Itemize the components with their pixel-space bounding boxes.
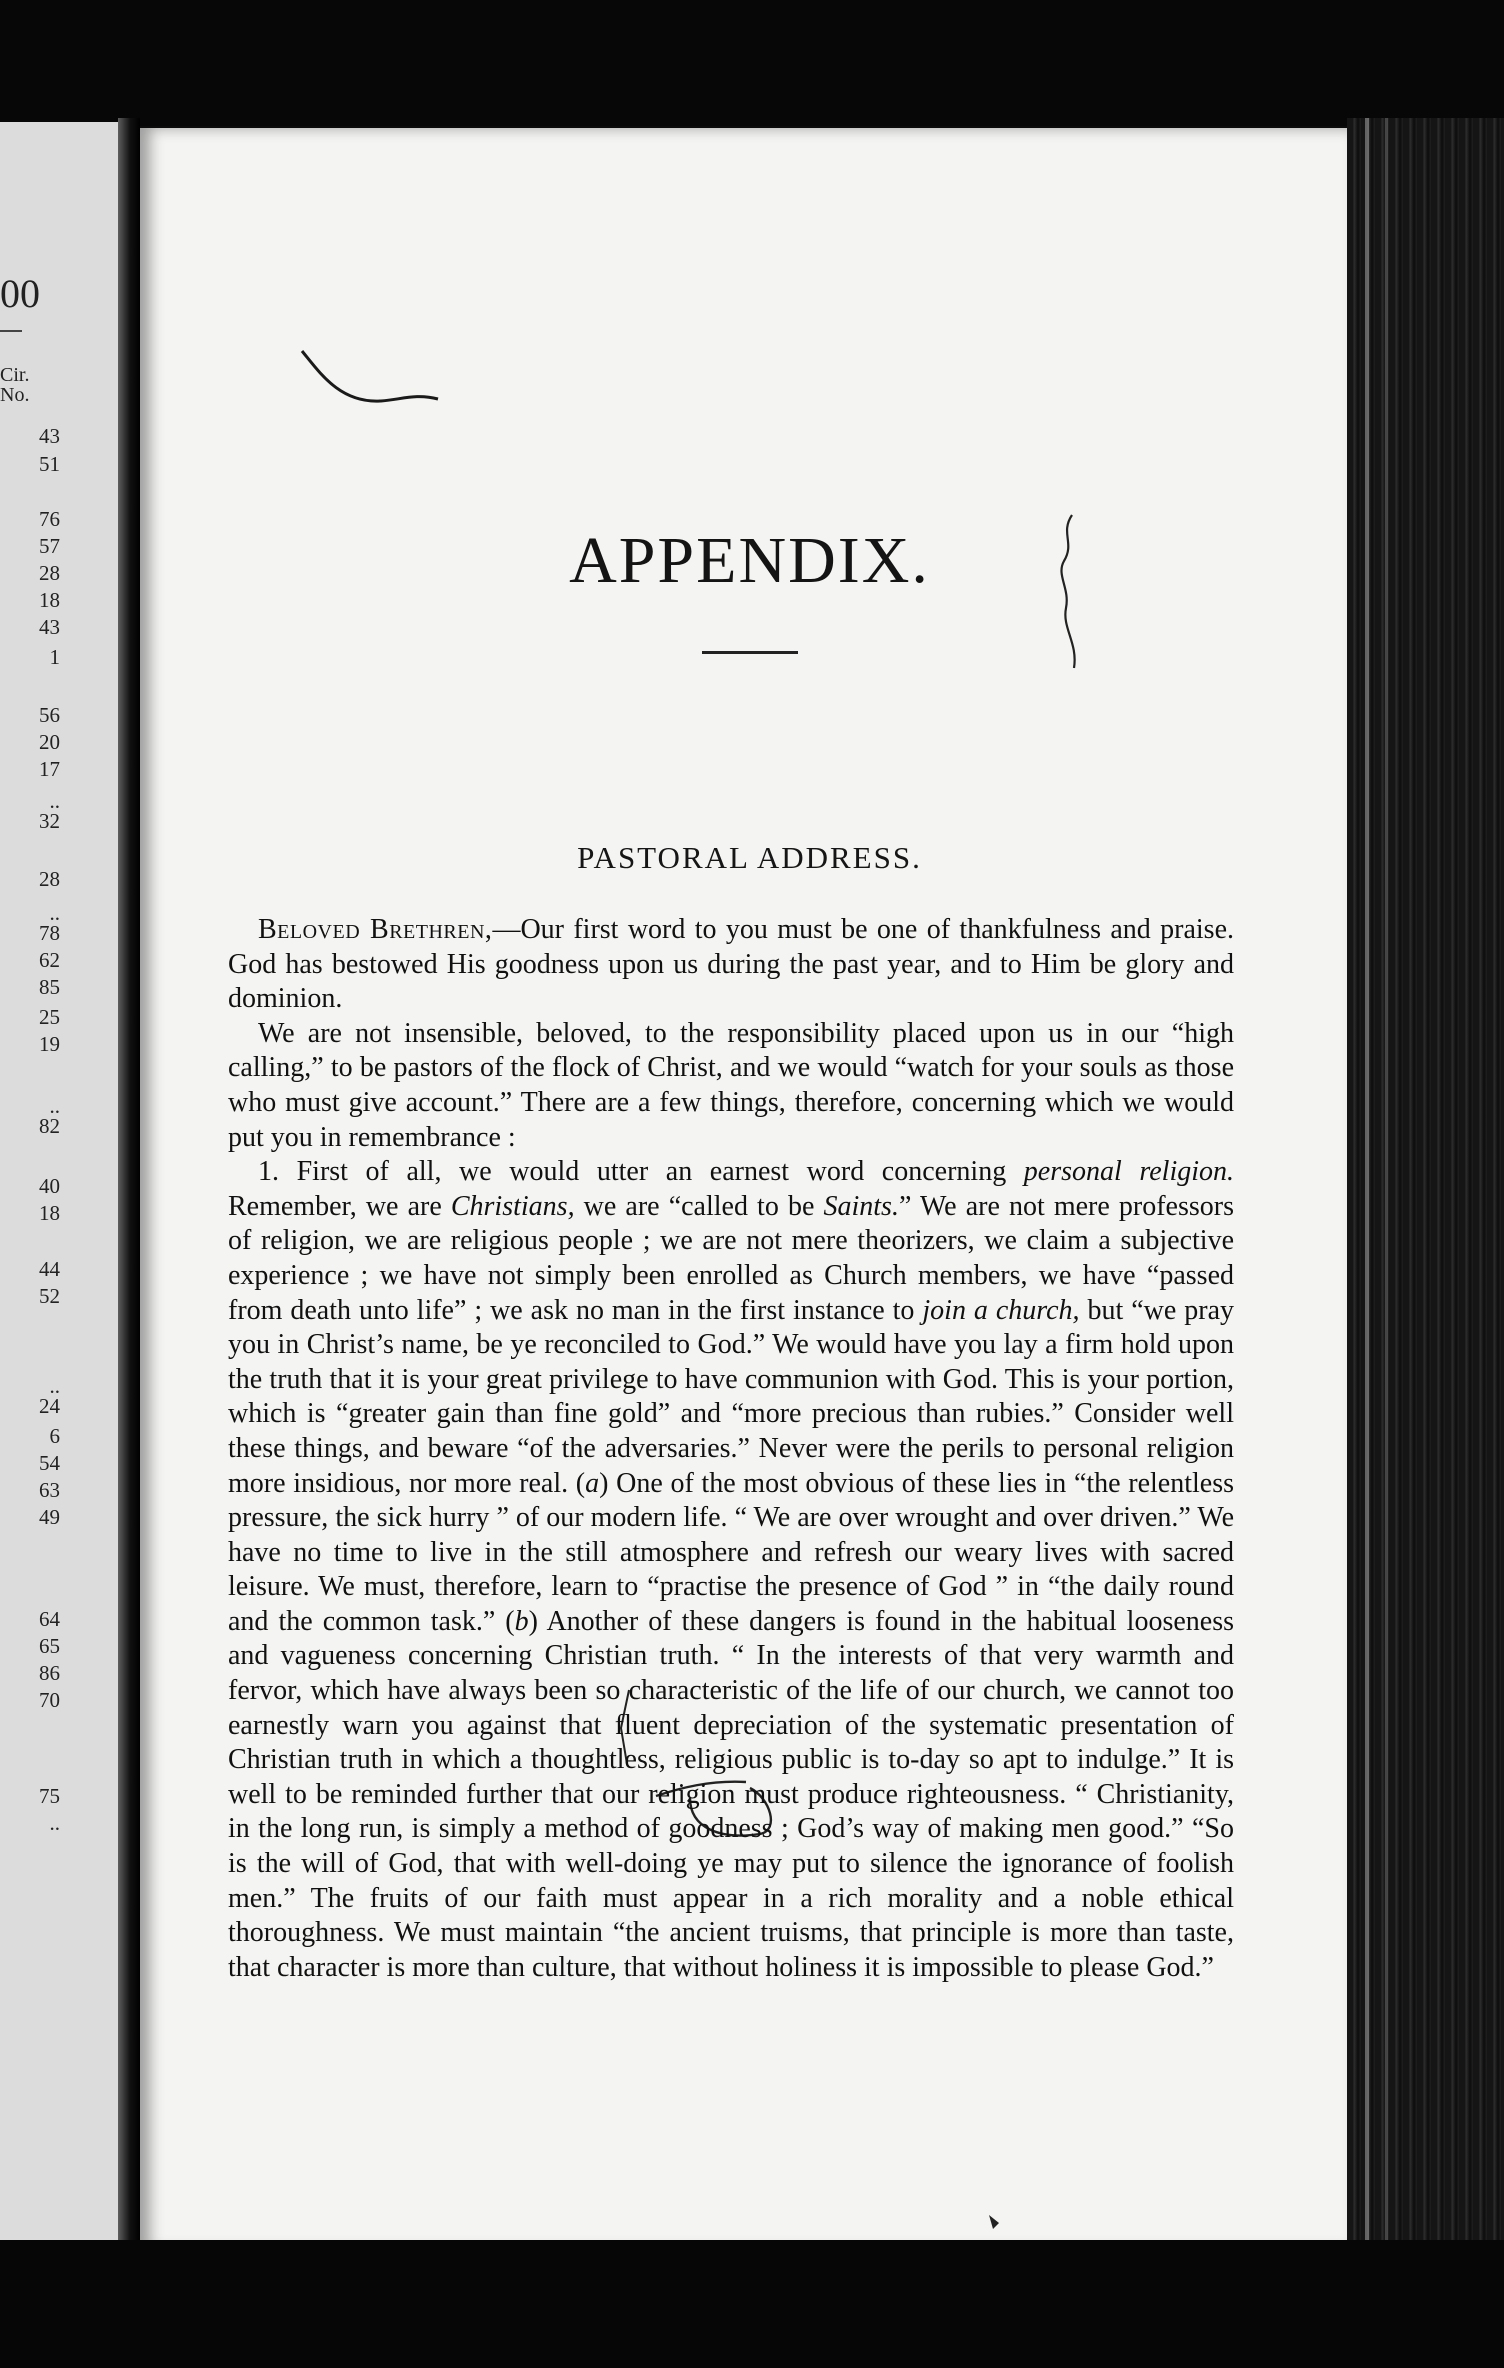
page-edge-highlight-2	[1385, 118, 1388, 2258]
left-number: 70	[39, 1688, 60, 1712]
paragraph-point-1	[228, 1155, 1234, 1985]
ink-speck	[985, 2213, 1005, 2233]
paragraph-opening	[228, 913, 1234, 1017]
section-heading: PASTORAL ADDRESS.	[577, 840, 922, 875]
left-number: 28	[39, 867, 60, 891]
point1-text-1: 1. First of all, we would utter an earnest word concerning	[258, 1156, 1024, 1188]
left-number: 51	[39, 452, 60, 476]
left-number: 75	[39, 1784, 60, 1808]
left-number: 44	[39, 1257, 60, 1281]
left-number: 76	[39, 507, 60, 531]
left-number: 24	[39, 1394, 60, 1418]
left-number: ..	[49, 789, 60, 813]
left-number: 52	[39, 1284, 60, 1308]
left-page-rule	[0, 330, 22, 332]
left-number: 43	[39, 615, 60, 639]
scan-top-border	[0, 0, 1504, 126]
point1-text-3: we are “called to be	[574, 1190, 824, 1222]
left-page-number: 00	[0, 271, 40, 316]
left-number: 85	[39, 975, 60, 999]
point1-italic-1: personal religion.	[1023, 1156, 1234, 1188]
left-number: 65	[39, 1634, 60, 1658]
left-facing-page	[0, 122, 118, 2252]
left-number: ..	[49, 901, 60, 925]
point1-italic-3: Saints.	[823, 1190, 899, 1222]
point1-text-7: ) Another of these dangers is found in the habitual looseness and vagueness concerning Christian truth. “ In the interests of that very warmth and fervor, which have always been so characteristic of the life of our church, we cannot too earnestly warn you against that fluent depreciation of the systematic presentation of Christian truth in which a thoughtless, religious public is to-day so apt to indulge.” It is well to be reminded further that our religion must produce righteousness. “ Christianity, in the long run, is simply a method of goodness ; God’s way of making men good.” “So is the will of God, that with well-doing ye may put to silence the ignorance of foolish men.” The fruits of our faith must appear in a rich morality and a noble ethical thoroughness. We must maintain “the ancient truisms, that principle is more than taste, that character is more than culture, that without holiness it is impossible to please God.”	[228, 1605, 1234, 1983]
point1-text-2: Remember, we are	[228, 1190, 451, 1222]
left-number: 62	[39, 948, 60, 972]
paragraph-responsibility: We are not insensible, beloved, to the responsibility placed upon us in our “high calling,” to be pastors of the flock of Christ, and we would “watch for your souls as those who must give account.” There are a few things, therefore, concerning which we would put you in remembrance :	[228, 1017, 1234, 1153]
left-number: 20	[39, 730, 60, 754]
left-number: 40	[39, 1174, 60, 1198]
left-number: 56	[39, 703, 60, 727]
left-number: 86	[39, 1661, 60, 1685]
left-number: 28	[39, 561, 60, 585]
address-body	[228, 913, 1234, 1985]
left-number: 19	[39, 1032, 60, 1056]
main-page	[140, 128, 1347, 2250]
scan-bottom-border	[0, 2240, 1504, 2368]
page-edges	[1347, 118, 1504, 2258]
left-number: 6	[49, 1424, 60, 1448]
left-number: 17	[39, 757, 60, 781]
left-number: 25	[39, 1005, 60, 1029]
point1-italic-4: join a church,	[922, 1294, 1080, 1326]
left-number: 1	[49, 645, 60, 669]
left-number: 63	[39, 1478, 60, 1502]
point1-text-4: ” We are not mere professors of religion, we are religious people ; we are not mere theorizers, we claim a subjective experience ; we have not simply been enrolled as Church members, we have “passed from death unto life” ; we ask no man in the first instance to	[228, 1190, 1234, 1326]
paragraph-opening-text: —Our first word to you must be one of thankfulness and praise. God has bestowed His goodness upon us during the past year, and to Him be glory and dominion.	[228, 914, 1234, 1015]
point1-text-6: ) One of the most obvious of these lies in “the relentless pressure, the sick hurry ” of our modern life. “ We are over wrought and over driven.” We have no time to live in the still atmosphere and refresh our weary lives with sacred leisure. We must, therefore, learn to “practise the presence of God ” in “the daily round and the common task.” (	[228, 1467, 1234, 1637]
left-number: ..	[49, 1094, 60, 1118]
left-number: 54	[39, 1451, 60, 1475]
page-edge-highlight	[1365, 118, 1369, 2258]
point1-italic-6: b	[514, 1605, 529, 1637]
left-number: ..	[49, 1811, 60, 1835]
left-number: 43	[39, 424, 60, 448]
left-number: ..	[49, 1374, 60, 1398]
left-number: 18	[39, 588, 60, 612]
title-rule	[702, 651, 798, 654]
salutation: Beloved Brethren,	[258, 914, 493, 945]
pencil-mark-top	[300, 343, 440, 413]
left-column-header-1: Cir.	[0, 364, 30, 386]
book-gutter	[118, 118, 140, 2258]
left-number: 18	[39, 1201, 60, 1225]
left-number: 82	[39, 1114, 60, 1138]
page-title: APPENDIX.	[569, 524, 930, 597]
point1-italic-5: a	[585, 1467, 600, 1499]
left-number: 78	[39, 921, 60, 945]
left-number: 64	[39, 1607, 60, 1631]
left-column-header-2: No.	[0, 384, 30, 406]
left-number: 49	[39, 1505, 60, 1529]
left-number: 57	[39, 534, 60, 558]
left-number: 32	[39, 809, 60, 833]
point1-text-5: but “we pray you in Christ’s name, be ye reconciled to God.” We would have you lay a firm hold upon the truth that it is your great privilege to have communion with God. This is your portion, which is “greater gain than fine gold” and “more precious than rubies.” Consider well these things, and beware “of the adversaries.” Never were the perils to personal religion more insidious, nor more real. (	[228, 1294, 1235, 1499]
point1-italic-2: Christians,	[450, 1190, 575, 1222]
